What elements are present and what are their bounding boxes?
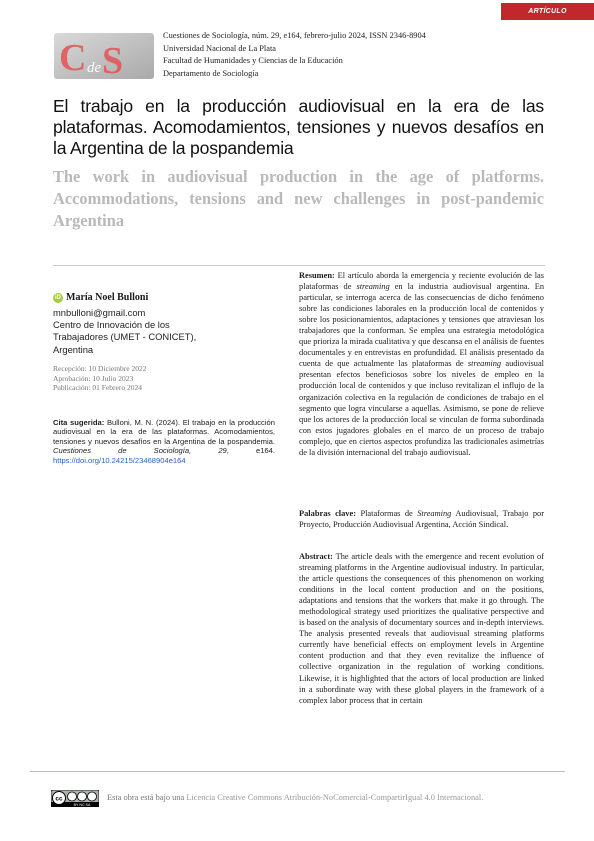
- department-line: Departamento de Sociología: [163, 68, 259, 78]
- doi-link[interactable]: https://doi.org/10.24215/23468904e164: [53, 455, 186, 465]
- resumen-emphasis-1: streaming: [356, 282, 390, 292]
- orcid-icon[interactable]: iD: [55, 295, 61, 301]
- article-dates: [53, 364, 147, 393]
- author-country: Argentina: [53, 343, 94, 355]
- citation-text: Bulloni, M. N. (2024). El trabajo en la producción audiovisual en la era de las plataformas. Acomodamientos, tensiones y nuevos desafíos en la Argentina de la pospandemia.: [53, 418, 275, 446]
- abstract-text: The article deals with the emergence and recent evolution of streaming platforms in the Argentine audiovisual industry. In particular, the article questions the consequences of this phenomenon on working conditions in the local content production and on the positions, adaptations and tensions that the workers that make it go through. The methodological strategy used prioritizes the qualitative perspective and is based on the analysis of documentary sources and in-depth interviews. The analysis presented reveals that audiovisual streaming platforms currently have beneficial effects on employment levels in Argentine content production and that they even revitalize the influence of collective organization in the regulation of working conditions. Likewise, it is highlighted that the actors of local production are linked in a subordinate way with these global players in the framework of a complex labor process that in certain: [299, 552, 544, 705]
- keywords-post: Audiovisual, Trabajo por Proyecto, Producción Audiovisual Argentina, Acción Sindical.: [299, 509, 544, 530]
- svg-text:de: de: [87, 60, 102, 76]
- keywords: [299, 508, 544, 530]
- cc-badge-label: BY NC SA: [73, 803, 91, 807]
- title-spanish: El trabajo en la producción audiovisual en la era de las plataformas. Acomodamientos, tensiones y nuevos desafíos en la Argentina de la pospandemia: [53, 96, 544, 158]
- svg-text:C: C: [59, 37, 87, 79]
- license-pre: Esta obra está bajo una: [107, 793, 185, 802]
- approved-date: Aprobación: 10 Julio 2023: [53, 373, 134, 383]
- published-date: Publicación: 01 Febrero 2024: [53, 383, 142, 393]
- article-badge: ARTÍCULO: [501, 3, 594, 20]
- resumen-text-3: audiovisual presentan efectos beneficiosos sobre los niveles de empleo en la producción local de contenidos y que incluso revitalizan el influjo de la organización colectiva en la regulación de condiciones de trabajo en el segmento que logra vincularse a aquellas. Asimismo, se pone de relieve que los actores de la producción local se vinculan de forma subordinada con estos jugadores globales en el marco de un proceso de trabajo complejo, que en ciertos aspectos profundiza las tradicionales asimetrías de la división internacional del trabajo audiovisual.: [299, 359, 544, 457]
- license-notice: [107, 793, 483, 802]
- resumen-label: Resumen:: [299, 271, 335, 280]
- abstract-label: Abstract:: [299, 552, 333, 561]
- header-divider: [53, 265, 545, 266]
- faculty-line: Facultad de Humanidades y Ciencias de la Educación: [163, 56, 343, 66]
- keywords-emphasis: Streaming: [417, 509, 452, 518]
- author-email[interactable]: mnbulloni@gmail.com: [53, 307, 146, 318]
- keywords-pre: Plataformas de: [360, 509, 413, 518]
- author-name: María Noel Bulloni: [66, 292, 149, 303]
- resumen-emphasis-2: streaming: [467, 359, 502, 369]
- journal-logo: [54, 33, 154, 79]
- svg-text:cc: cc: [55, 795, 63, 803]
- author-block: [53, 287, 233, 356]
- footer-divider: [30, 771, 565, 772]
- journal-info: [163, 30, 426, 80]
- license-link[interactable]: Licencia Creative Commons Atribución-NoComercial-CompartirIgual 4.0 Internacional.: [186, 793, 484, 802]
- university-line: Universidad Nacional de La Plata: [163, 43, 277, 53]
- resumen: [299, 270, 544, 458]
- citation-label: Cita sugerida:: [53, 418, 105, 427]
- citation-journal: Cuestiones de Sociología, 29: [53, 446, 227, 456]
- abstract: [299, 551, 544, 706]
- title-english: The work in audiovisual production in the age of platforms. Accommodations, tensions and new challenges in post-pandemic Argentina: [53, 167, 544, 230]
- keywords-label: Palabras clave:: [299, 509, 356, 518]
- affiliation-line-2: Trabajadores (UMET - CONICET),: [53, 331, 197, 343]
- suggested-citation: [53, 418, 275, 465]
- author-affiliation: [53, 307, 233, 356]
- svg-text:S: S: [102, 40, 124, 79]
- creative-commons-badge[interactable]: [51, 790, 99, 807]
- journal-citation-line: Cuestiones de Sociología, núm. 29, e164, febrero-julio 2024, ISSN 2346-8904: [163, 31, 426, 40]
- resumen-text-1: El artículo aborda la emergencia y reciente evolución de las plataformas de: [299, 271, 544, 292]
- resumen-text-2: en la industria audiovisual argentina. En particular, se interroga acerca de las consecuencias de dicho fenómeno sobre las condiciones laborales en la producción local de contenidos y sobre los posicionamientos, adaptaciones y tensiones que atraviesan los trabajadores que la conforman. Se emplea una estrategia metodológica que prioriza la mirada cualitativa y que descansa en el análisis de fuentes documentales y en entrevistas en profundidad. El análisis presentado da cuenta de que actualmente las plataformas de: [299, 282, 545, 369]
- citation-tail: , e164.: [226, 446, 275, 456]
- affiliation-line-1: Centro de Innovación de los: [53, 319, 170, 331]
- received-date: Recepción: 10 Diciembre 2022: [53, 364, 147, 373]
